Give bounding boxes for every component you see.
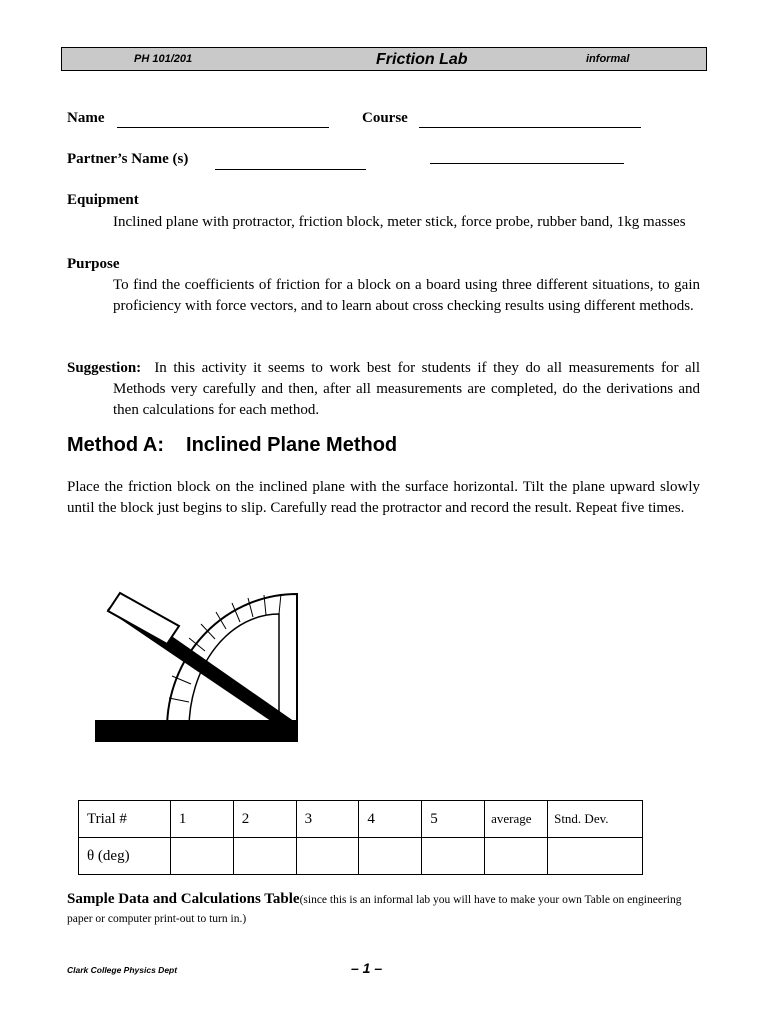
table-cell: 3	[296, 801, 359, 838]
purpose-text: To find the coefficients of friction for a block on a board using three different situations, to gain proficiency with force vectors, and to learn about cross checking results using different methods.	[113, 277, 700, 314]
method-a-label: Method A:	[67, 434, 165, 456]
purpose-heading: Purpose	[67, 256, 120, 272]
table-cell: 2	[233, 801, 296, 838]
table-cell: 5	[422, 801, 485, 838]
table-cell-empty[interactable]	[296, 838, 359, 875]
caption-title: Sample Data and Calculations Table	[67, 891, 300, 907]
inclined-plane-diagram	[90, 588, 305, 746]
equipment-text: Inclined plane with protractor, friction block, meter stick, force probe, rubber band, 1kg masses	[113, 214, 686, 230]
partner-label: Partner’s Name (s)	[67, 151, 189, 167]
caption-note: (since this is an informal lab you will have to make your own Table on engineering paper or computer print-out to turn in.)	[67, 894, 682, 925]
partner-field-1[interactable]	[215, 155, 366, 170]
data-table	[78, 800, 643, 875]
suggestion-paragraph	[67, 358, 700, 421]
table-cell: 4	[359, 801, 422, 838]
footer-dept: Clark College Physics Dept	[67, 965, 178, 975]
course-label: Course	[362, 110, 408, 126]
method-a-title: Inclined Plane Method	[186, 434, 398, 456]
table-cell-empty[interactable]	[485, 838, 548, 875]
table-cell: Stnd. Dev.	[548, 801, 643, 838]
table-caption	[67, 890, 707, 928]
table-cell: Trial #	[79, 801, 171, 838]
name-label: Name	[67, 110, 105, 126]
page-number: – 1 –	[351, 960, 383, 976]
suggestion-text: In this activity it seems to work best for students if they do all measurements for all Methods very carefully and then, after all measurements are completed, do the derivations and then calculations for each method.	[113, 360, 700, 418]
equipment-heading: Equipment	[67, 192, 139, 208]
table-cell: θ (deg)	[79, 838, 171, 875]
table-cell: 1	[170, 801, 233, 838]
table-cell-empty[interactable]	[359, 838, 422, 875]
header-bar	[61, 47, 707, 71]
table-cell: average	[485, 801, 548, 838]
method-a-instructions: Place the friction block on the inclined plane with the surface horizontal. Tilt the plane upward slowly until the block just begins to slip. Carefully read the protractor and record the result. Repeat five times.	[67, 479, 700, 516]
table-row	[79, 838, 643, 875]
lab-type: informal	[586, 53, 630, 65]
method-a-heading	[67, 434, 397, 457]
course-field[interactable]	[419, 113, 641, 128]
suggestion-label: Suggestion:	[67, 360, 142, 376]
table-cell-empty[interactable]	[233, 838, 296, 875]
lab-title: Friction Lab	[376, 51, 468, 68]
table-header-row	[79, 801, 643, 838]
table-cell-empty[interactable]	[170, 838, 233, 875]
partner-field-2[interactable]	[430, 149, 624, 164]
name-field[interactable]	[117, 113, 329, 128]
table-cell-empty[interactable]	[548, 838, 643, 875]
course-code: PH 101/201	[134, 53, 193, 65]
table-cell-empty[interactable]	[422, 838, 485, 875]
